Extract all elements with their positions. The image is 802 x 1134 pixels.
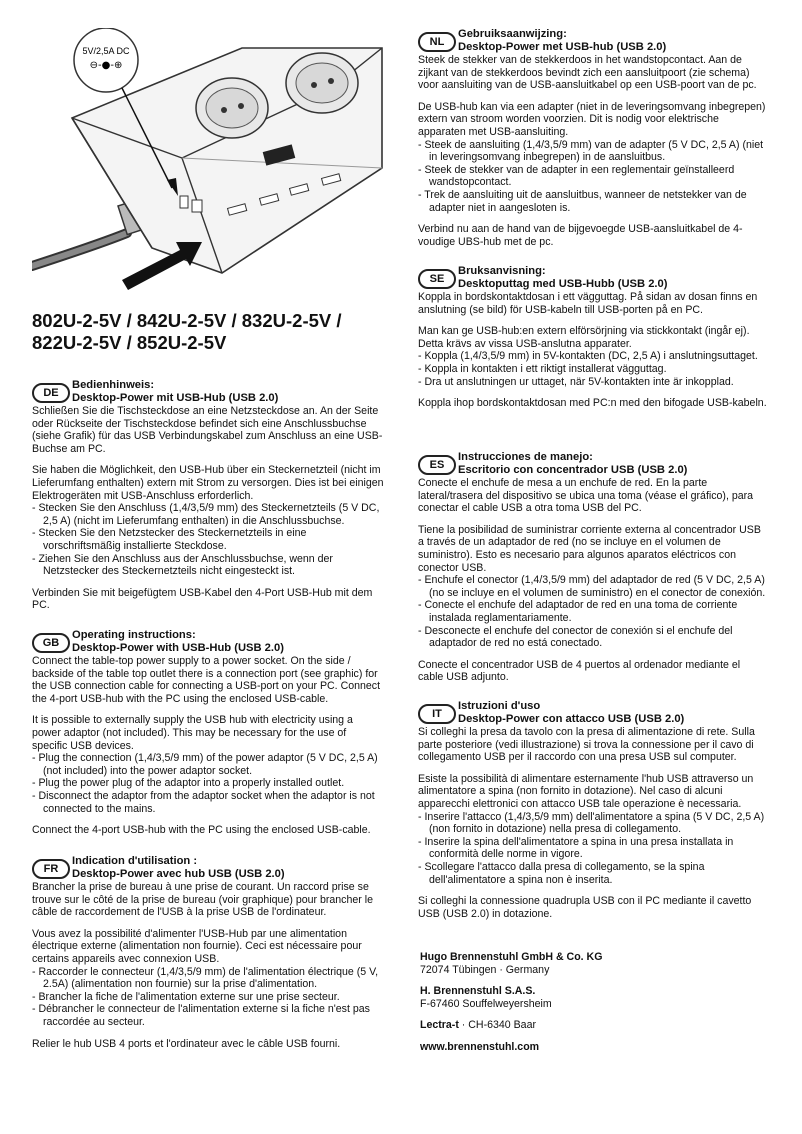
paragraph: Relier le hub USB 4 ports et l'ordinateur avec le câble USB fourni. [32, 1037, 341, 1050]
lang-badge-se: SE [418, 269, 456, 289]
company-name-de: Hugo Brennenstuhl GmbH & Co. KG [420, 951, 603, 963]
company-address-fr: F-67460 Souffelweyersheim [420, 997, 552, 1010]
paragraph: Man kan ge USB-hub:en extern elförsörjning via stickkontakt (ingår ej). Detta krävs av vissa USB-anslutna apparater. [418, 325, 750, 350]
bullet-item: - Débrancher le connecteur de l'alimentation externe si la fiche n'est pas raccordée au secteur. [32, 1003, 384, 1028]
company-address-ch: · CH-6340 Baar [458, 1019, 536, 1032]
model-line-1: 802U-2-5V / 842U-2-5V / 832U-2-5V / [32, 310, 342, 331]
company-info [420, 951, 760, 1063]
bullet-item: - Koppla (1,4/3,5/9 mm) in 5V-kontakten (DC, 2,5 A) i anslutningsuttaget. [418, 350, 768, 363]
paragraph: Si colleghi la connessione quadrupla USB con il PC mediante il cavetto USB (USB 2.0) in dotazione. [418, 895, 752, 920]
section-subtitle: Desktop-Power met USB-hub (USB 2.0) [458, 40, 667, 53]
section-subtitle: Desktop-Power with USB-Hub (USB 2.0) [72, 641, 284, 654]
lang-badge-nl: NL [418, 32, 456, 52]
section-es [418, 451, 768, 693]
bullet-item: - Ziehen Sie den Anschluss aus der Anschlussbuchse, wenn der Netzstecker des Steckernetzteils nicht eingesteckt ist. [32, 553, 384, 578]
bullet-item: - Inserire la spina dell'alimentatore a spina in una presa installata in conformità delle norme in vigore. [418, 836, 768, 861]
section-de [32, 379, 384, 621]
paragraph: Connect the 4-port USB-hub with the PC using the enclosed USB-cable. [32, 824, 371, 837]
paragraph: Vous avez la possibilité d'alimenter l'USB-Hub par une alimentation électrique externe (alimentation non fournie). Ceci est nécessaire pour certains appareils avec connexion USB. [32, 927, 362, 965]
lang-badge-it: IT [418, 704, 456, 724]
section-fr [32, 855, 384, 1059]
lang-badge-es: ES [418, 455, 456, 475]
bullet-item: - Koppla in kontakten i ett riktigt installerat vägguttag. [418, 363, 768, 376]
bullet-item: - Raccorder le connecteur (1,4/3,5/9 mm) de l'alimentation électrique (5 V, 2.5A) (alimentation non fournie) sur la prise d'alimentation. [32, 966, 384, 991]
company-name-ch: Lectra-t [420, 1019, 459, 1032]
paragraph: Tiene la posibilidad de suministrar corriente externa al concentrador USB a través de un adaptador de red (no se incluye en el volumen de suministro). Esto es necesario para algunos aparatos eléctricos con conector USB. [418, 523, 761, 574]
bullet-item: - Stecken Sie den Anschluss (1,4/3,5/9 mm) des Steckernetzteils (5 V DC, 2,5 A) (nicht im Lieferumfang enthalten) in die Anschlussbuchse. [32, 502, 384, 527]
lang-badge-de: DE [32, 383, 70, 403]
paragraph: Steek de stekker van de stekkerdoos in het wandstopcontact. Aan de zijkant van de stekkerdoos bevindt zich een aansluitpoort (zie schema) voor aansluiting van de USB-aansluitkabel op een USB-poort van de pc. [418, 54, 757, 92]
paragraph: Sie haben die Möglichkeit, den USB-Hub über ein Steckernetzteil (nicht im Lieferumfang enthalten) extern mit Strom zu versorgen. Dies ist bei einigen Elektrogeräten mit USB-Anschluss erforderlich. [32, 464, 384, 502]
bullet-item: - Steek de stekker van de adapter in een reglementair geïnstalleerd wandstopcontact. [418, 164, 768, 189]
paragraph: Conecte el enchufe de mesa a un enchufe de red. En la parte lateral/trasera del dispositivo se ubica una toma (véase el gráfico), para conectar el cable USB a otra toma USB del PC. [418, 477, 754, 515]
section-title: Instrucciones de manejo: [458, 451, 593, 463]
bullet-item: - Brancher la fiche de l'alimentation externe sur une prise secteur. [32, 991, 384, 1004]
model-line-2: 822U-2-5V / 852U-2-5V [32, 332, 227, 353]
section-subtitle: Desktop-Power mit USB-Hub (USB 2.0) [72, 391, 279, 404]
section-subtitle: Desktoputtag med USB-Hubb (USB 2.0) [458, 277, 668, 290]
section-title: Bedienhinweis: [72, 379, 155, 391]
bullet-item: - Desconecte el enchufe del conector de conexión si el enchufe del adaptador de red no está conectado. [418, 625, 768, 650]
website-link[interactable]: www.brennenstuhl.com [420, 1040, 540, 1053]
section-nl [418, 28, 768, 257]
bullet-item: - Inserire l'attacco (1,4/3,5/9 mm) dell'alimentatore a spina (5 V DC, 2,5 A) (non fornito in dotazione) nella presa di collegamento. [418, 811, 768, 836]
section-title: Gebruiksaanwijzing: [458, 28, 567, 40]
section-title: Operating instructions: [72, 629, 196, 641]
paragraph: De USB-hub kan via een adapter (niet in de leveringsomvang inbegrepen) extern van stroom worden voorzien. Dit is nodig voor elektrische apparaten met USB-aansluiting. [418, 100, 766, 138]
model-numbers [32, 310, 392, 354]
paragraph: Koppla ihop bordskontaktdosan med PC:n med den bifogade USB-kabeln. [418, 397, 767, 410]
bullet-item: - Disconnect the adaptor from the adaptor socket when the adaptor is not connected to the mains. [32, 790, 384, 815]
section-it [418, 700, 768, 929]
section-se [418, 265, 768, 419]
paragraph: Schließen Sie die Tischsteckdose an eine Netzsteckdose an. An der Seite oder Rückseite der Tischsteckdose befindet sich eine Anschlussbuchse (siehe Grafik) für das USB Verbindungskabel zum Anschluss an eine USB-Buchse am PC. [32, 405, 383, 455]
company-name-fr: H. Brennenstuhl S.A.S. [420, 985, 536, 998]
paragraph: Si colleghi la presa da tavolo con la presa di alimentazione di rete. Sulla parte posteriore (vedi illustrazione) si trova la connessione per il cavo di collegamento USB per il raccordo con una presa USB sul computer. [418, 726, 755, 764]
lang-badge-fr: FR [32, 859, 70, 879]
paragraph: Verbinden Sie mit beigefügtem USB-Kabel den 4-Port USB-Hub mit dem PC. [32, 586, 373, 612]
paragraph: Verbind nu aan de hand van de bijgevoegde USB-aansluitkabel de 4-voudige UBS-hub met de pc. [418, 223, 743, 248]
paragraph: Conecte el concentrador USB de 4 puertos al ordenador mediante el cable USB adjunto. [418, 658, 741, 684]
bullet-item: - Dra ut anslutningen ur uttaget, när 5V-kontakten inte är inkopplad. [418, 376, 768, 389]
section-subtitle: Escritorio con concentrador USB (USB 2.0) [458, 463, 688, 476]
lang-badge-gb: GB [32, 633, 70, 653]
section-title: Indication d'utilisation : [72, 855, 198, 867]
section-title: Istruzioni d'uso [458, 700, 541, 712]
bullet-item: - Conecte el enchufe del adaptador de red en una toma de corriente instalada reglamentariamente. [418, 599, 768, 624]
bullet-item: - Trek de aansluiting uit de aansluitbus, wanneer de netstekker van de adapter niet in aangesloten is. [418, 189, 768, 214]
paragraph: Brancher la prise de bureau à une prise de courant. Un raccord prise se trouve sur le côté de la prise de bureau (voir graphique) pour brancher le câble de raccordement de l'USB à la prise USB de l'ordinateur. [32, 881, 373, 919]
paragraph: Koppla in bordskontaktdosan i ett vägguttag. På sidan av dosan finns en anslutning (se bild) för USB-kabeln till USB-porten på en PC. [418, 291, 758, 316]
bullet-item: - Plug the connection (1,4/3,5/9 mm) of the power adaptor (5 V DC, 2,5 A) (not included) into the power adaptor socket. [32, 752, 384, 777]
paragraph: Connect the table-top power supply to a power socket. On the side / backside of the table top outlet there is a connection port (see graphic) for the USB connection cable for connecting a USB-port on your PC. Connect the 4-port USB-hub with the PC using the enclosed USB-cable. [32, 655, 381, 705]
bullet-item: - Scollegare l'attacco dalla presa di collegamento, se la spina dell'alimentatore a spina non è inserita. [418, 861, 768, 886]
bullet-item: - Enchufe el conector (1,4/3,5/9 mm) del adaptador de red (5 V DC, 2,5 A) (no se incluye en el volumen de suministro) en el conector de conexión. [418, 574, 768, 599]
bullet-item: - Plug the power plug of the adaptor into a properly installed outlet. [32, 777, 384, 790]
voltage-label: 5V/2,5A DC [82, 46, 130, 56]
section-subtitle: Desktop-Power con attacco USB (USB 2.0) [458, 712, 685, 725]
company-address-de: 72074 Tübingen · Germany [420, 963, 550, 976]
polarity-symbol: ⊖-●-⊕ [89, 60, 123, 71]
bullet-item: - Stecken Sie den Netzstecker des Steckernetzteils in eine vorschriftsmäßig installierte Steckdose. [32, 527, 384, 552]
bullet-item: - Steek de aansluiting (1,4/3,5/9 mm) van de adapter (5 V DC, 2,5 A) (niet in leveringsomvang inbegrepen) in de aansluitbus. [418, 139, 768, 164]
product-illustration [32, 28, 388, 294]
section-title: Bruksanvisning: [458, 265, 546, 277]
section-subtitle: Desktop-Power avec hub USB (USB 2.0) [72, 867, 285, 880]
paragraph: Esiste la possibilità di alimentare esternamente l'hub USB attraverso un alimentatore a spina (non fornito in dotazione). Nel caso di alcuni apparecchi elettronici con attacco USB tale operazione è necessaria. [418, 772, 754, 810]
paragraph: It is possible to externally supply the USB hub with electricity using a power adaptor (not included). This may be necessary for the use of specific USB devices. [32, 714, 353, 752]
section-gb [32, 629, 384, 846]
